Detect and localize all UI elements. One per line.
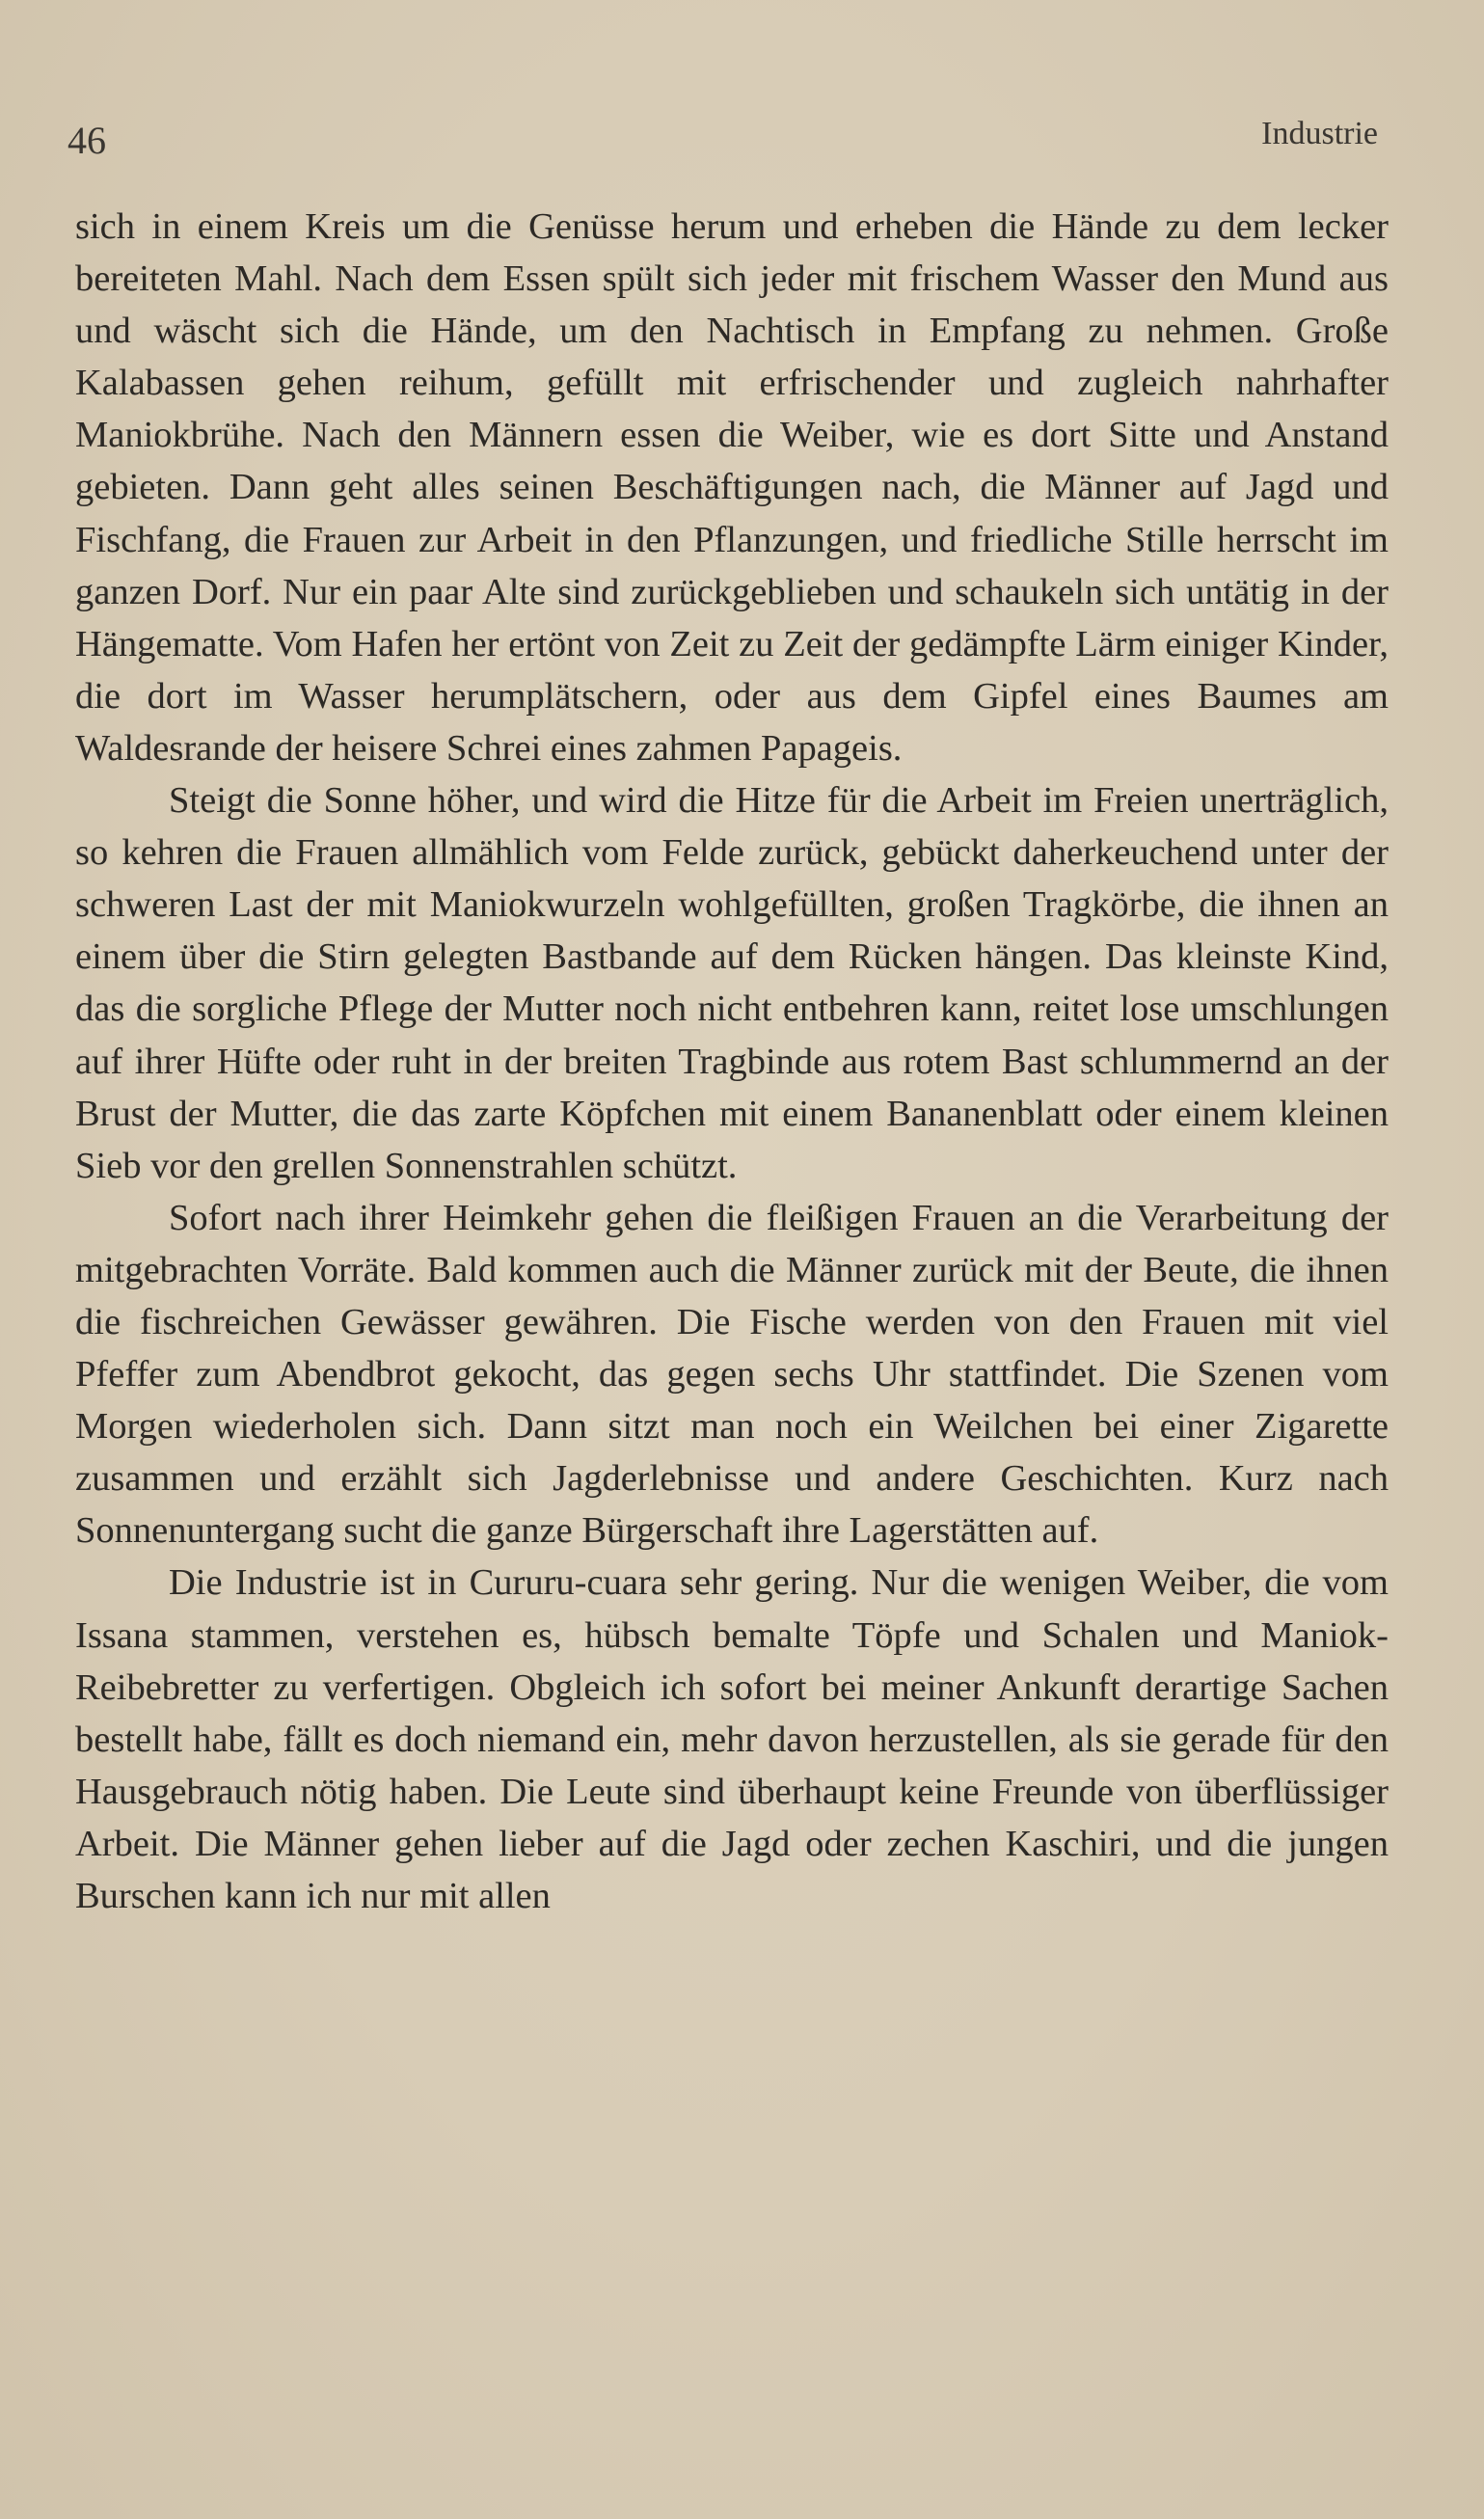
body-text	[75, 201, 1389, 1922]
paragraph-1: sich in einem Kreis um die Genüsse herum und erheben die Hände zu dem lecker bereiteten Mahl. Nach dem Essen spült sich jeder mit frischem Wasser den Mund aus und wäscht sich die Hände, um den Nachtisch in Empfang zu nehmen. Große Kalabassen gehen reihum, gefüllt mit erfrischender und zugleich nahrhafter Maniokbrühe. Nach den Männern essen die Weiber, wie es dort Sitte und Anstand gebieten. Dann geht alles seinen Beschäftigungen nach, die Männer auf Jagd und Fischfang, die Frauen zur Arbeit in den Pflanzungen, und friedliche Stille herrscht im ganzen Dorf. Nur ein paar Alte sind zurückgeblieben und schaukeln sich untätig in der Hängematte. Vom Hafen her ertönt von Zeit zu Zeit der gedämpfte Lärm einiger Kinder, die dort im Wasser herumplätschern, oder aus dem Gipfel eines Baumes am Waldesrande der heisere Schrei eines zahmen Papageis.	[75, 206, 1389, 769]
paragraph-3: Sofort nach ihrer Heimkehr gehen die fleißigen Frauen an die Verarbeitung der mitgebrachten Vorräte. Bald kommen auch die Männer zurück mit der Beute, die ihnen die fischreichen Gewässer gewähren. Die Fische werden von den Frauen mit viel Pfeffer zum Abendbrot gekocht, das gegen sechs Uhr stattfindet. Die Szenen vom Morgen wiederholen sich. Dann sitzt man noch ein Weilchen bei einer Zigarette zusammen und erzählt sich Jagderlebnisse und andere Geschichten. Kurz nach Sonnenuntergang sucht die ganze Bürgerschaft ihre Lagerstätten auf.	[75, 1197, 1389, 1552]
paragraph-2: Steigt die Sonne höher, und wird die Hitze für die Arbeit im Freien unerträglich, so kehren die Frauen allmählich vom Felde zurück, gebückt daherkeuchend unter der schweren Last der mit Maniokwurzeln wohlgefüllten, großen Tragkörbe, die ihnen an einem über die Stirn gelegten Bastbande auf dem Rücken hängen. Das kleinste Kind, das die sorgliche Pflege der Mutter noch nicht entbehren kann, reitet lose umschlungen auf ihrer Hüfte oder ruht in der breiten Tragbinde aus rotem Bast schlummernd an der Brust der Mutter, die das zarte Köpfchen mit einem Bananenblatt oder einem kleinen Sieb vor den grellen Sonnenstrahlen schützt.	[75, 780, 1389, 1186]
running-head: Industrie	[1261, 116, 1378, 151]
page-number: 46	[67, 119, 106, 162]
paragraph-4: Die Industrie ist in Cururu-cuara sehr gering. Nur die wenigen Weiber, die vom Issana stammen, verstehen es, hübsch bemalte Töpfe und Schalen und Maniok-Reibebretter zu verfertigen. Obgleich ich sofort bei meiner Ankunft derartige Sachen bestellt habe, fällt es doch niemand ein, mehr davon herzustellen, als sie gerade für den Hausgebrauch nötig haben. Die Leute sind überhaupt keine Freunde von überflüssiger Arbeit. Die Männer gehen lieber auf die Jagd oder zechen Kaschiri, und die jungen Burschen kann ich nur mit allen	[75, 1562, 1389, 1916]
